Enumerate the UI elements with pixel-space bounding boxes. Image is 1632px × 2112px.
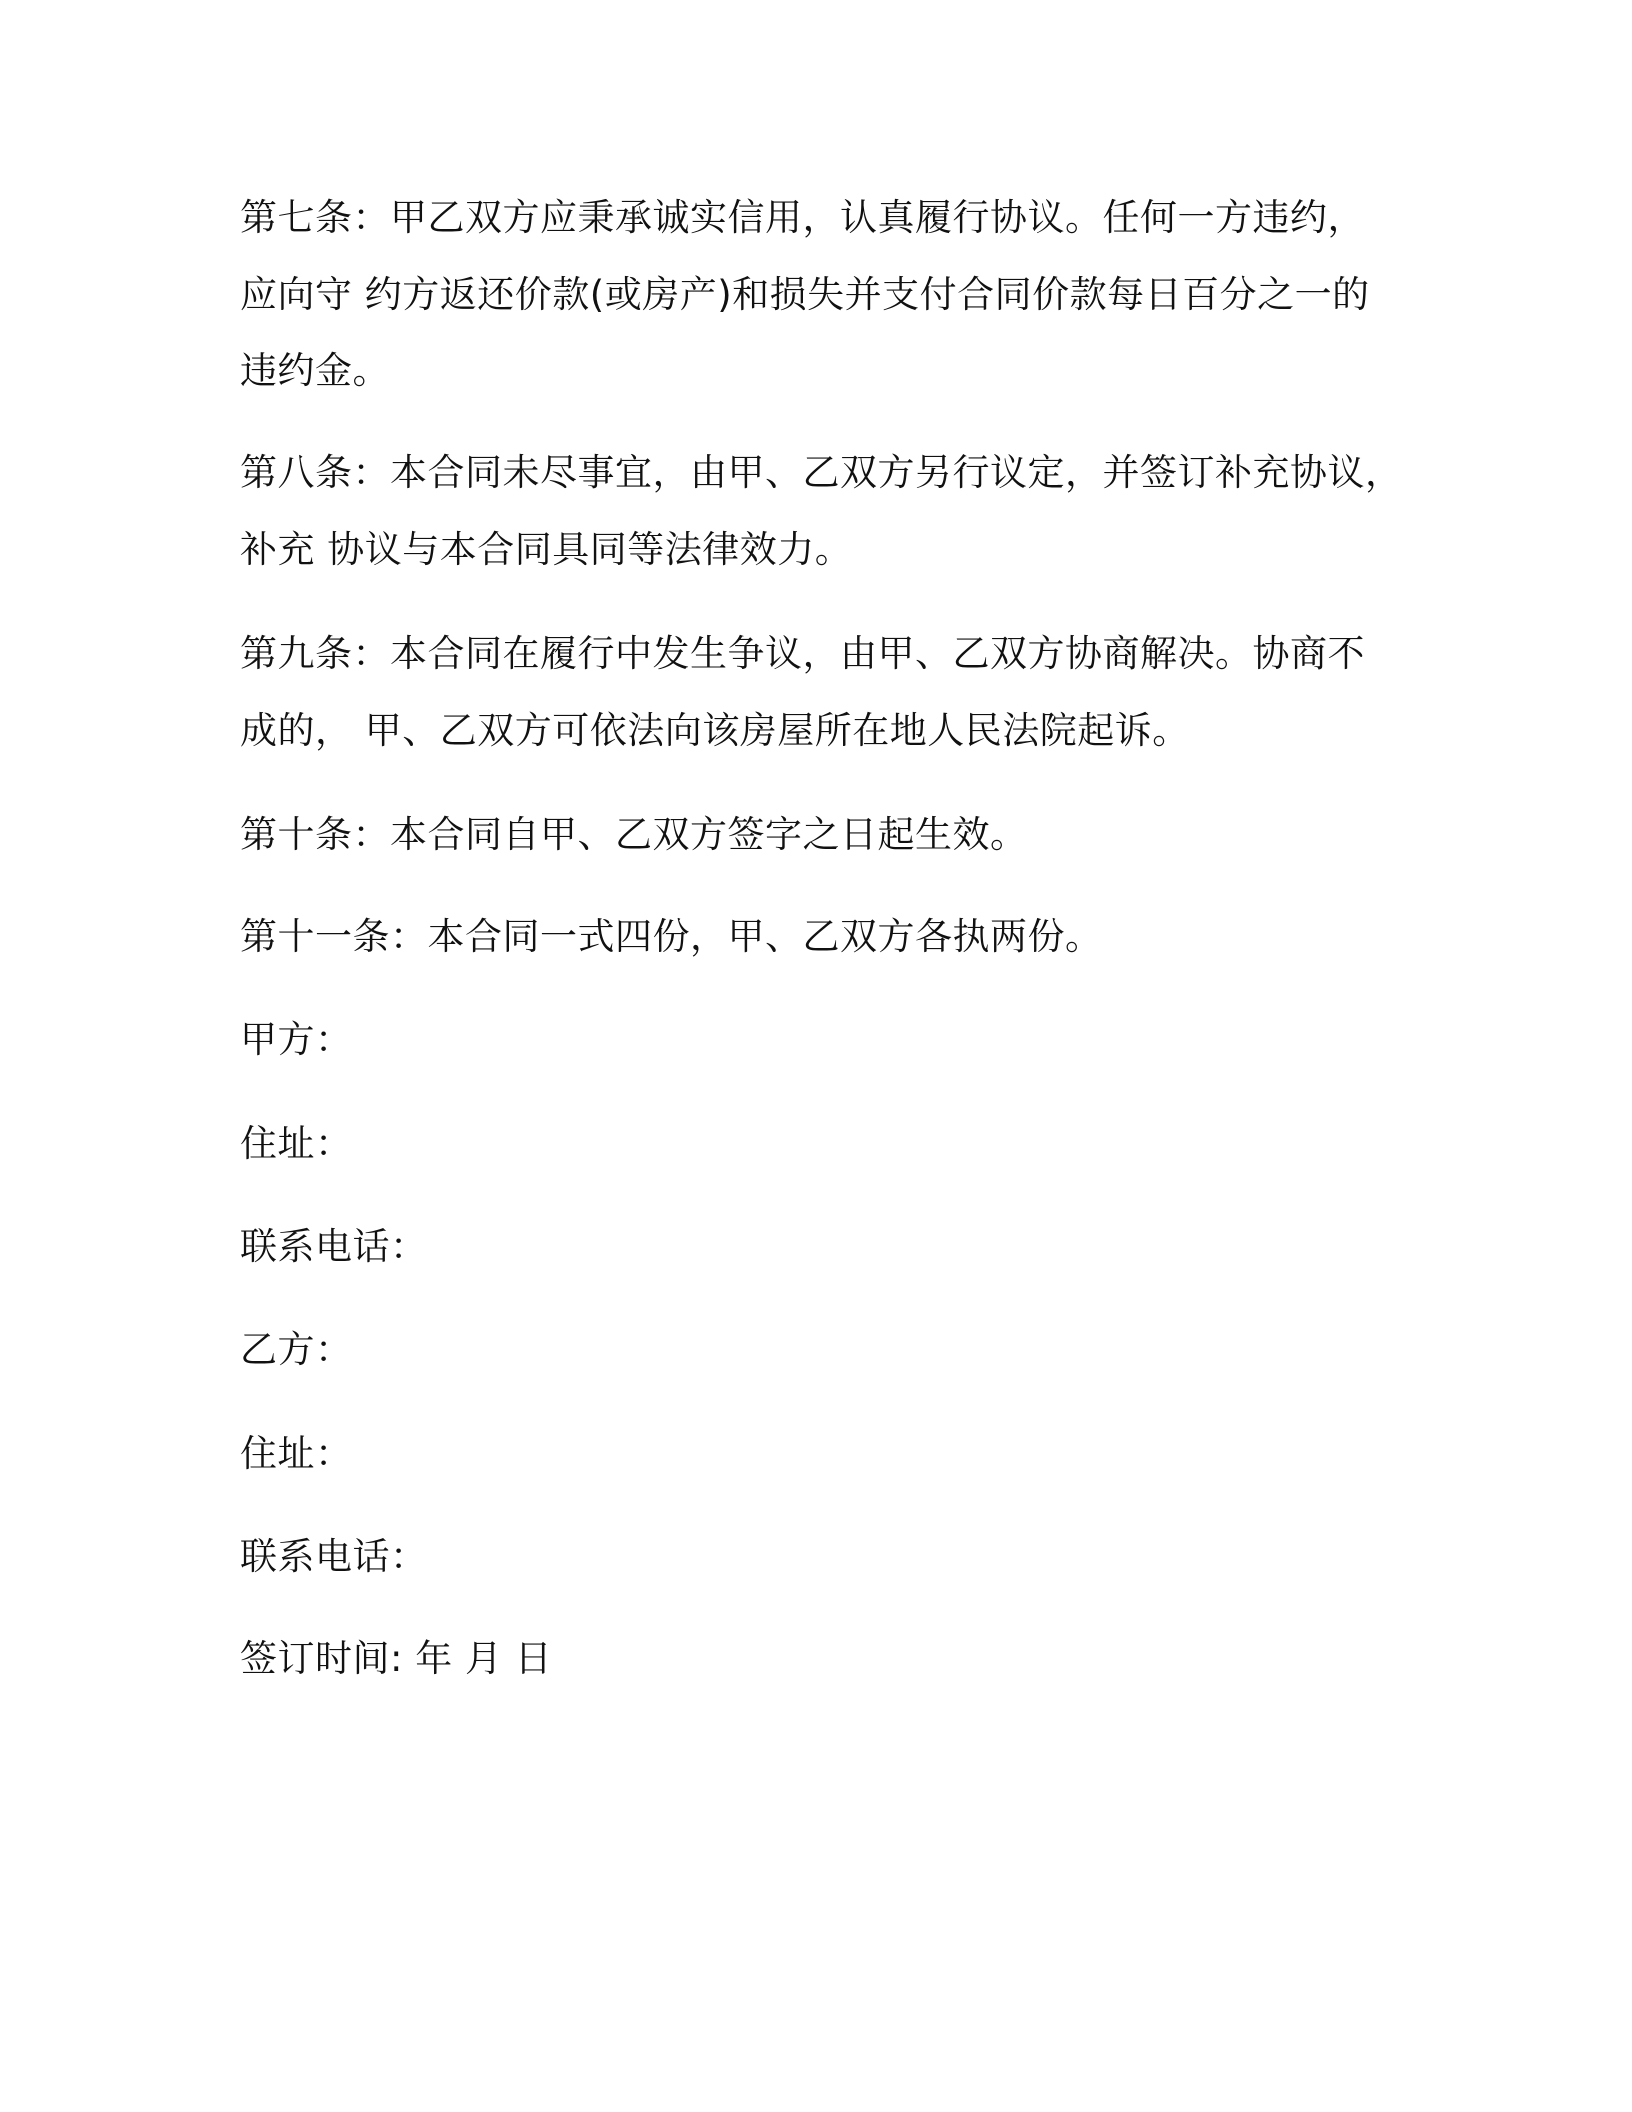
article-9-line-1: 第九条：本合同在履行中发生争议，由甲、乙双方协商解决。协商不: [240, 632, 1365, 675]
party-a-address-label: 住址：: [240, 1122, 353, 1165]
article-7-line-2: 应向守 约方返还价款(或房产)和损失并支付合同价款每日百分之一的: [240, 273, 1370, 316]
article-7-line-1: 第七条：甲乙双方应秉承诚实信用，认真履行协议。任何一方违约，: [240, 196, 1365, 239]
article-9-line-2: 成的， 甲、乙双方可依法向该房屋所在地人民法院起诉。: [240, 709, 1190, 752]
party-a-phone-label: 联系电话：: [240, 1225, 428, 1268]
article-7-line-3: 违约金。: [240, 349, 390, 392]
article-10: 第十条：本合同自甲、乙双方签字之日起生效。: [240, 813, 1028, 856]
article-8-line-1: 第八条：本合同未尽事宜，由甲、乙双方另行议定，并签订补充协议，: [240, 451, 1403, 494]
sign-date: 签订时间: 年 月 日: [240, 1637, 553, 1680]
party-a-label: 甲方：: [240, 1018, 353, 1061]
party-b-label: 乙方：: [240, 1328, 353, 1371]
party-b-phone-label: 联系电话：: [240, 1535, 428, 1578]
article-8-line-2: 补充 协议与本合同具同等法律效力。: [240, 528, 853, 571]
article-11: 第十一条：本合同一式四份，甲、乙双方各执两份。: [240, 915, 1103, 958]
party-b-address-label: 住址：: [240, 1432, 353, 1475]
